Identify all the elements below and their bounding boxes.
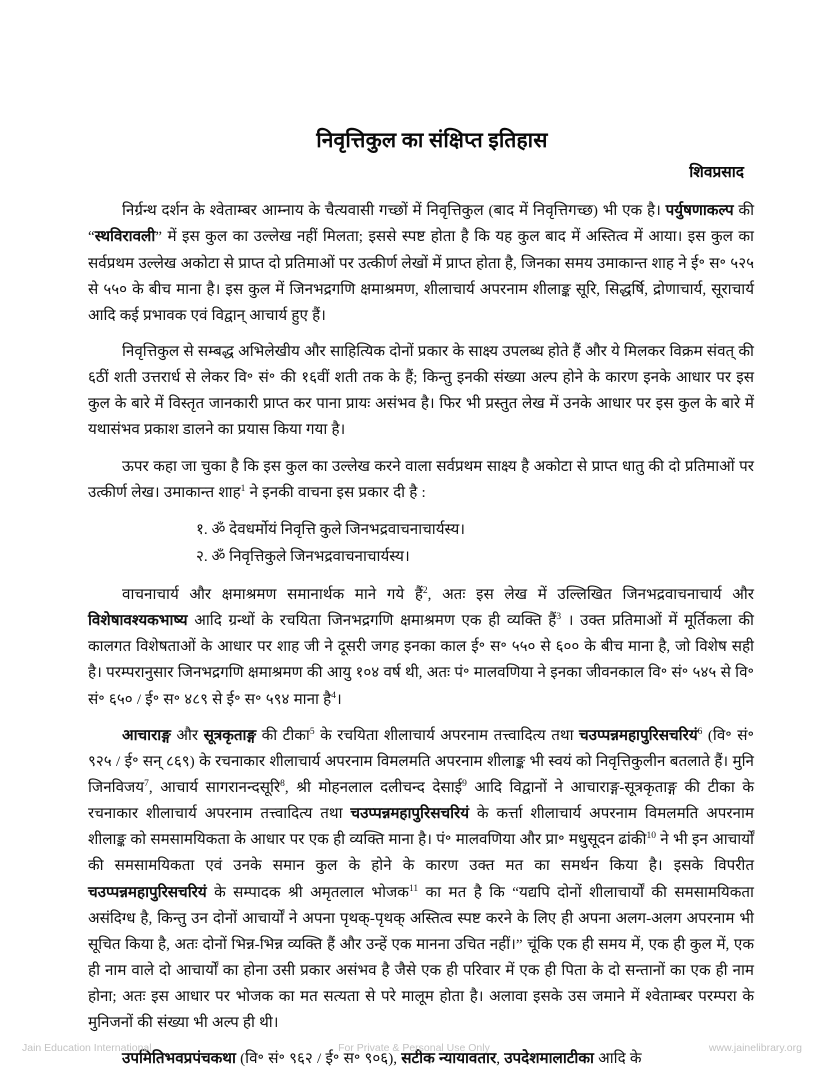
author-byline: शिवप्रसाद xyxy=(689,164,744,182)
paragraph-3 xyxy=(88,454,754,506)
footnote-marker-3: 3 xyxy=(556,612,562,623)
footnote-marker-6: 6 xyxy=(697,726,703,737)
footnote-marker-10: 10 xyxy=(646,831,656,842)
bold-term-paryushanakalpa: पर्युषणाकल्प xyxy=(665,202,734,220)
bold-term-updeshamalatika: उपदेशमालाटीका xyxy=(504,1050,594,1068)
paragraph-3-seg-b: ने इनकी वाचना इस प्रकार दी है : xyxy=(245,483,426,501)
paragraph-5-seg-a: और xyxy=(170,726,204,744)
bold-term-chauppanna-3: चउप्पन्नमहापुरिसचरियं xyxy=(88,883,207,901)
page-footer xyxy=(0,1038,828,1058)
paragraph-6-seg-a: (वि॰ सं॰ ९६२ / ई॰ स॰ ९०६), xyxy=(235,1050,402,1068)
paragraph-1-seg-c: ” में इस कुल का उल्लेख नहीं मिलता; इससे स्पष्ट होता है कि यह कुल बाद में अस्तित्व में आया। इस कुल का सर्वप्रथम उल्लेख अकोटा से प्राप्त दो प्रतिमाओं पर उत्कीर्ण लेखों में प्राप्त होता है, जिनका समय उमाकान्त शाह ने ई॰ स॰ ५२५ से ५५० के बीच माना है। इस कुल में जिनभद्रगणि क्षमाश्रमण, शीलाचार्य अपरनाम शीलाङ्क सूरि, सिद्धर्षि, द्रोणाचार्य, सूराचार्य आदि कई प्रभावक एवं विद्वान् आचार्य हुए हैं। xyxy=(88,228,754,324)
paragraph-5-seg-k: का मत है कि “यद्यपि दोनों शीलाचार्यों की समसामयिकता असंदिग्ध है, किन्तु उन दोनों आचार्यों ने अपना पृथक्-पृथक् अस्तित्व स्पष्ट करने के लिए ही अपना अलग-अलग अपरनाम भी सूचित किया है, अतः दोनों भिन्न-भिन्न व्यक्ति हैं और उन्हें एक मानना उचित नहीं।” चूंकि एक ही समय में, एक ही कुल में, एक ही नाम वाले दो आचार्यों का होना उसी प्रकार असंभव है जैसे एक ही परिवार में एक ही पिता के दो सन्तानों का एक ही नाम होना; अतः इस आधार पर भोजक का मत सत्यता से परे मालूम होता है। अलावा इसके उस जमाने में श्वेताम्बर परम्परा के मुनिजनों की संख्या भी अल्प ही थी। xyxy=(88,883,754,1032)
paragraph-5-seg-c: के रचयिता शीलाचार्य अपरनाम तत्त्वादित्य तथा xyxy=(314,726,579,744)
footnote-marker-4: 4 xyxy=(331,690,336,701)
paragraph-5-seg-d: (वि॰ सं॰ ९२५ / ई॰ सन् ८६९) के रचनाकार शीलाचार्य अपरनाम विमलमति अपरनाम शीलाङ्क भी स्वयं को निवृत्तिकुलीन बतलाते हैं। मुनि जिनविजय xyxy=(88,726,754,796)
paragraph-5-seg-i: ने भी इन आचार्यों की समसामयिकता एवं उनके समान कुल के होने के कारण उक्त मत का समर्थन किया है। इसके विपरीत xyxy=(88,831,754,875)
paragraph-5-seg-f: , श्री मोहनलाल दलीचन्द देसाई xyxy=(284,778,463,796)
paragraph-6-seg-b: , xyxy=(496,1050,505,1068)
paragraph-4-seg-d: । उक्त प्रतिमाओं में मूर्तिकला की कालगत विशेषताओं के आधार पर शाह जी ने दूसरी जगह इनका काल ई॰ स॰ ५५० से ६०० के बीच माना है, जो विशेष सही है। परम्परानुसार जिनभद्रगणि क्षमाश्रमण की आयु १०४ वर्ष थी, अतः पं॰ मालवणिया ने इनका जीवनकाल वि॰ सं॰ ५४५ से वि॰ सं॰ ६५० / ई॰ स॰ ४८९ से ई॰ स॰ ५९४ माना है xyxy=(88,612,754,708)
paragraph-4-seg-b: , अतः इस लेख में उल्लिखित जिनभद्रवाचनाचार्य और xyxy=(427,585,754,603)
footnote-marker-7: 7 xyxy=(144,778,149,789)
footnote-marker-1: 1 xyxy=(240,483,246,494)
paragraph-3-seg-a: ऊपर कहा जा चुका है कि इस कुल का उल्लेख करने वाला सर्वप्रथम साक्ष्य है अकोटा से प्राप्त धातु की दो प्रतिमाओं पर उत्कीर्ण लेख। उमाकान्त शाह xyxy=(88,457,754,501)
list-item: २. ॐ निवृत्तिकुले जिनभद्रवाचनाचार्यस्य। xyxy=(196,547,410,565)
bold-term-visheshavashyakabhashya: विशेषावश्यकभाष्य xyxy=(88,612,188,630)
footer-left-text: Jain Education International xyxy=(22,1042,152,1054)
paragraph-4-seg-c: आदि ग्रन्थों के रचयिता जिनभद्रगणि क्षमाश्रमण एक ही व्यक्ति हैं xyxy=(187,612,557,630)
footnote-marker-11: 11 xyxy=(408,883,419,894)
footer-center-text: For Private & Personal Use Only xyxy=(338,1042,490,1054)
paragraph-5-seg-j: के सम्पादक श्री अमृतलाल भोजक xyxy=(206,883,409,901)
paragraph-5-seg-e: , आचार्य सागरानन्दसूरि xyxy=(148,778,281,796)
page-title: निवृत्तिकुल का संक्षिप्त इतिहास xyxy=(316,128,548,152)
footnote-marker-8: 8 xyxy=(280,778,285,789)
footer-right-link[interactable]: www.jainelibrary.org xyxy=(708,1042,802,1054)
paragraph-1-seg-a: निर्ग्रन्थ दर्शन के श्वेताम्बर आम्नाय के चैत्यवासी गच्छों में निवृत्तिकुल (बाद में निवृत्तिगच्छ) भी एक है। xyxy=(122,202,666,220)
paragraph-5-seg-g: आदि विद्वानों ने आचाराङ्ग-सूत्रकृताङ्ग की टीका के रचनाकार शीलाचार्य अपरनाम तत्त्वादित्य तथा xyxy=(88,778,755,823)
footnote-marker-5: 5 xyxy=(309,726,315,737)
paragraph-6-seg-c: आदि के xyxy=(593,1050,642,1068)
paragraph-4-seg-a: वाचनाचार्य और क्षमाश्रमण समानार्थक माने गये हैं xyxy=(122,585,423,603)
bold-term-sthaviravali: स्थविरावली xyxy=(94,228,156,246)
inscription-quote-list xyxy=(88,516,754,570)
bold-term-upamitibhava: उपमितिभवप्रपंचकथा xyxy=(122,1050,236,1068)
bold-term-chauppanna-2: चउप्पन्नमहापुरिसचरियं xyxy=(350,805,470,823)
paragraph-4 xyxy=(88,582,754,713)
bold-term-satika-nyayavatara: सटीक न्यायावतार xyxy=(401,1050,497,1068)
bold-term-acharanga: आचाराङ्ग xyxy=(122,726,171,744)
bold-term-sutrakritanga: सूत्रकृताङ्ग xyxy=(203,726,257,744)
page-content xyxy=(88,126,754,1083)
paragraph-5-seg-h: के कर्त्ता शीलाचार्य अपरनाम विमलमति अपरनाम शीलाङ्क को समसामयिकता के आधार पर एक ही व्यक्ति माना है। पं॰ मालवणिया और प्रा॰ मधुसूदन ढांकी xyxy=(88,805,754,849)
paragraph-5-seg-b: की टीका xyxy=(256,726,310,744)
list-item: १. ॐ देवधर्मोयं निवृत्ति कुले जिनभद्रवाचनाचार्यस्य। xyxy=(196,520,466,538)
paragraph-5 xyxy=(88,723,754,1037)
bold-term-chauppanna-1: चउप्पन्नमहापुरिसचरियं xyxy=(578,726,698,744)
footnote-marker-9: 9 xyxy=(462,778,467,789)
paragraph-1-seg-b: की “ xyxy=(88,202,755,246)
footnote-marker-2: 2 xyxy=(422,585,428,596)
paragraph-4-seg-e: । xyxy=(336,690,342,708)
paragraph-1 xyxy=(88,198,754,329)
paragraph-2: निवृत्तिकुल से सम्बद्ध अभिलेखीय और साहित्यिक दोनों प्रकार के साक्ष्य उपलब्ध होते हैं और ये मिलकर विक्रम संवत् की ६ठीं शती उत्तरार्ध से लेकर वि॰ सं॰ की १६वीं शती तक के हैं; किन्तु इनकी संख्या अल्प होने के कारण इनके आधार पर इस कुल के बारे में विस्तृत जानकारी प्राप्त कर पाना प्रायः असंभव है। फिर भी प्रस्तुत लेख में उनके आधार पर इस कुल के बारे में यथासंभव प्रकाश डालने का प्रयास किया गया है। xyxy=(88,343,754,439)
